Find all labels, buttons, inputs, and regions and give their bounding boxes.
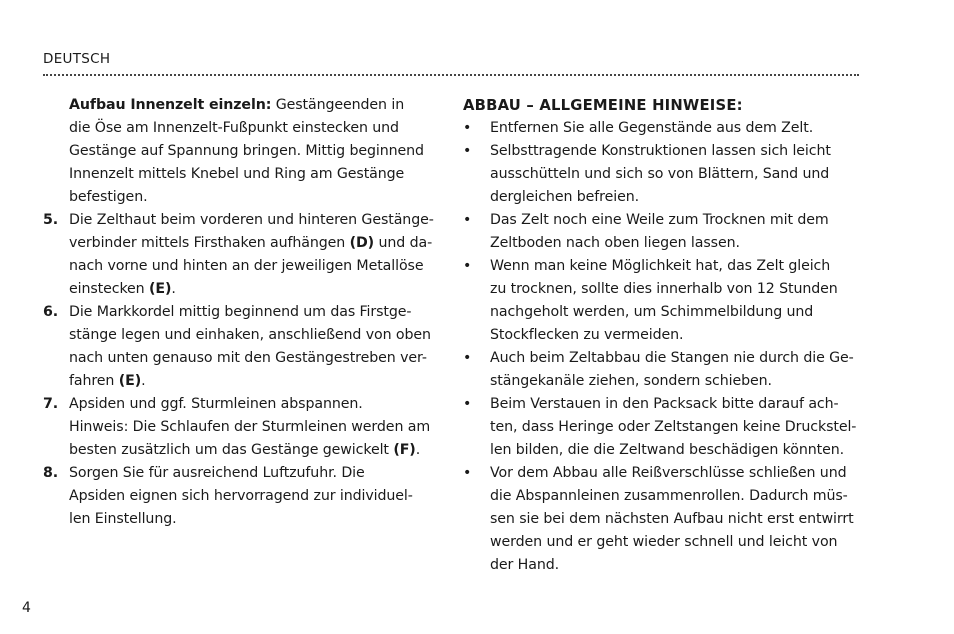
text-line: ten, dass Heringe oder Zeltstangen keine Druckstel- <box>490 419 857 435</box>
figure-reference: (D) <box>349 235 375 251</box>
line-text: Apsiden und ggf. Sturmleinen abspannen. <box>69 396 363 412</box>
bullet-text <box>490 255 863 347</box>
text-line <box>69 393 438 416</box>
text-line <box>69 508 438 531</box>
line-text: die Öse am Innenzelt-Fußpunkt einstecken und <box>69 120 399 136</box>
text-line: Auch beim Zeltabbau die Stangen nie durch die Ge- <box>490 350 854 366</box>
intro-text <box>69 94 438 209</box>
line-text: . <box>141 373 146 389</box>
text-line: sen sie bei dem nächsten Aufbau nicht erst entwirrt <box>490 511 854 527</box>
text-line <box>69 439 438 462</box>
line-text: befestigen. <box>69 189 148 205</box>
text-line: der Hand. <box>490 557 560 573</box>
section-title: ABBAU – ALLGEMEINE HINWEISE: <box>463 97 743 114</box>
text-line <box>69 324 438 347</box>
text-line <box>69 416 438 439</box>
step-text <box>69 209 438 301</box>
bullet-item <box>463 140 863 209</box>
text-line <box>69 140 438 163</box>
text-line: Zeltboden nach oben liegen lassen. <box>490 235 740 251</box>
assembly-step <box>43 462 438 531</box>
bullet-item <box>463 462 863 577</box>
text-line <box>69 301 438 324</box>
bullet-item <box>463 117 863 140</box>
text-line: Selbsttragende Konstruktionen lassen sich leicht <box>490 143 831 159</box>
line-text: verbinder mittels Firsthaken aufhängen <box>69 235 350 251</box>
bullet-item <box>463 209 863 255</box>
text-line: Beim Verstauen in den Packsack bitte darauf ach- <box>490 396 839 412</box>
text-line <box>69 255 438 278</box>
line-text: . <box>415 442 421 458</box>
text-line <box>69 117 438 140</box>
bullet-text <box>490 209 863 255</box>
text-line: Vor dem Abbau alle Reißverschlüsse schließen und <box>490 465 847 481</box>
figure-reference: (F) <box>393 442 416 458</box>
text-line <box>69 186 438 209</box>
text-line <box>69 163 438 186</box>
page-number: 4 <box>22 600 31 616</box>
text-line <box>69 94 438 117</box>
disassembly-column <box>463 94 863 577</box>
line-text: Innenzelt mittels Knebel und Ring am Gestänge <box>69 166 405 182</box>
text-line: ausschütteln und sich so von Blättern, Sand und <box>490 166 830 182</box>
language-header: DEUTSCH <box>43 51 111 67</box>
bullet-item <box>463 393 863 462</box>
line-text: Apsiden eignen sich hervorragend zur individuel- <box>69 488 413 504</box>
line-text: len Einstellung. <box>69 511 177 527</box>
line-text: Die Zelthaut beim vorderen und hinteren Gestänge- <box>69 212 434 228</box>
text-line: len bilden, die die Zeltwand beschädigen könnten. <box>490 442 844 458</box>
bullet-marker: • <box>463 120 472 136</box>
step-text <box>69 301 438 393</box>
line-text: besten zusätzlich um das Gestänge gewickelt <box>69 442 394 458</box>
assembly-steps-list <box>43 209 438 531</box>
bullet-marker: • <box>463 212 472 228</box>
text-line <box>69 278 438 301</box>
text-line <box>69 347 438 370</box>
step-number: 7. <box>43 396 59 412</box>
dotted-divider <box>43 74 859 76</box>
figure-reference: (E) <box>118 373 142 389</box>
disassembly-bullet-list <box>463 117 863 577</box>
bullet-marker: • <box>463 396 472 412</box>
bullet-marker: • <box>463 465 472 481</box>
line-text: . <box>171 281 176 297</box>
figure-reference: (E) <box>149 281 172 297</box>
text-line: werden und er geht wieder schnell und leicht von <box>490 534 838 550</box>
bullet-text <box>490 117 863 140</box>
line-text: nach unten genauso mit den Gestängestreben ver- <box>69 350 427 366</box>
line-text: Hinweis: Die Schlaufen der Sturmleinen werden am <box>69 419 431 435</box>
text-line: zu trocknen, sollte dies innerhalb von 12 Stunden <box>490 281 838 297</box>
intro-paragraph <box>43 94 438 209</box>
bullet-text <box>490 462 863 577</box>
line-text: Die Markkordel mittig beginnend um das Firstge- <box>69 304 412 320</box>
intro-bold-lead: Aufbau Innenzelt einzeln: <box>69 97 272 113</box>
step-text <box>69 393 438 462</box>
assembly-column <box>43 94 438 531</box>
line-text: Gestänge auf Spannung bringen. Mittig beginnend <box>69 143 424 159</box>
assembly-step <box>43 301 438 393</box>
text-line: die Abspannleinen zusammenrollen. Dadurch müs- <box>490 488 848 504</box>
bullet-text <box>490 393 863 462</box>
text-line <box>69 462 438 485</box>
text-line <box>69 485 438 508</box>
step-number: 6. <box>43 304 59 320</box>
bullet-marker: • <box>463 143 472 159</box>
text-line <box>69 209 438 232</box>
line-text: stänge legen und einhaken, anschließend von oben <box>69 327 431 343</box>
bullet-marker: • <box>463 350 472 366</box>
text-line: dergleichen befreien. <box>490 189 640 205</box>
line-text: einstecken <box>69 281 149 297</box>
assembly-step <box>43 393 438 462</box>
text-line: Entfernen Sie alle Gegenstände aus dem Zelt. <box>490 120 814 136</box>
line-text: Sorgen Sie für ausreichend Luftzufuhr. Die <box>69 465 365 481</box>
line-text: fahren <box>69 373 119 389</box>
text-line <box>69 232 438 255</box>
text-line: Wenn man keine Möglichkeit hat, das Zelt gleich <box>490 258 831 274</box>
assembly-step <box>43 209 438 301</box>
step-text <box>69 462 438 531</box>
line-text: Gestängeenden in <box>271 97 405 113</box>
bullet-text <box>490 140 863 209</box>
text-line: Stockflecken zu vermeiden. <box>490 327 684 343</box>
text-line <box>69 370 438 393</box>
bullet-text <box>490 347 863 393</box>
step-number: 8. <box>43 465 59 481</box>
text-line: nachgeholt werden, um Schimmelbildung und <box>490 304 814 320</box>
bullet-marker: • <box>463 258 472 274</box>
text-line: stängekanäle ziehen, sondern schieben. <box>490 373 772 389</box>
bullet-item <box>463 347 863 393</box>
text-line: Das Zelt noch eine Weile zum Trocknen mit dem <box>490 212 829 228</box>
step-number: 5. <box>43 212 59 228</box>
bullet-item <box>463 255 863 347</box>
line-text: und da- <box>374 235 433 251</box>
line-text: nach vorne und hinten an der jeweiligen Metallöse <box>69 258 424 274</box>
